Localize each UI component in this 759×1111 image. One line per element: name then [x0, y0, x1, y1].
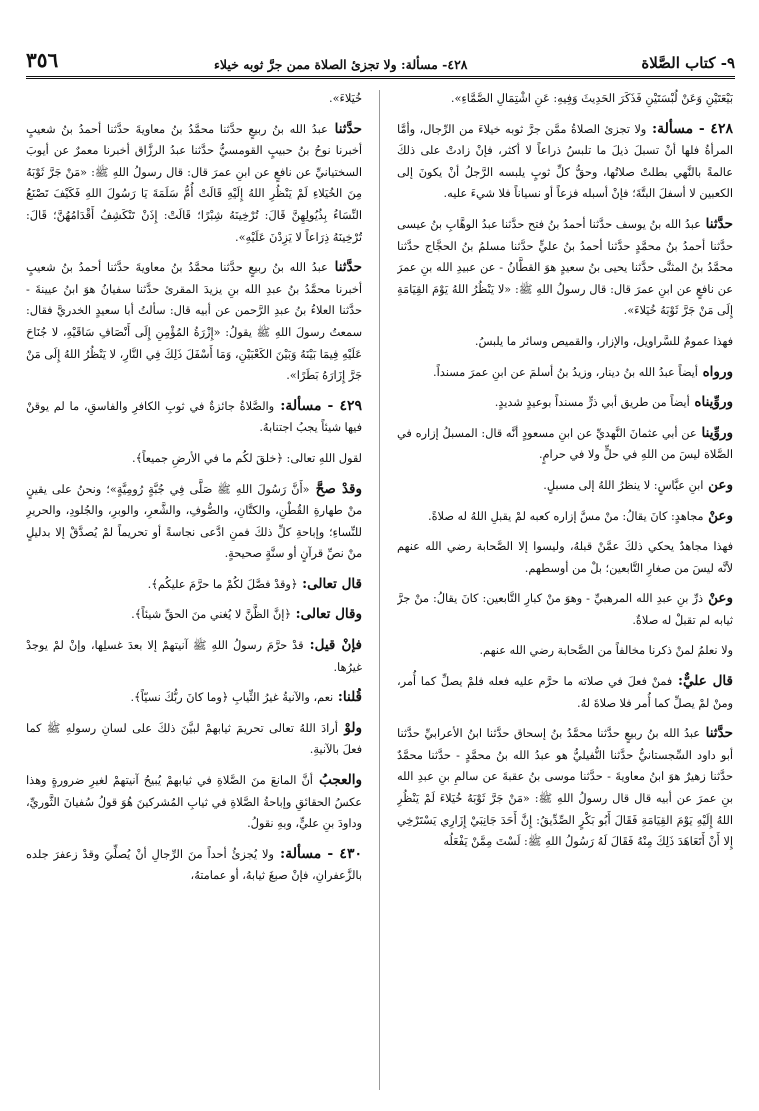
lead-word: وقال تعالى:	[290, 606, 362, 623]
running-title: ٤٢٨- مسألة: ولا تجزئ الصلاة ممن جرَّ ثوبه خيلاء	[214, 57, 468, 72]
paragraph	[26, 687, 362, 709]
lead-word: ولوْ	[337, 719, 362, 736]
paragraph-text: ولا نعلمُ لمنْ ذكرنا مخالفاً من الصَّحابة رضي الله عنهم.	[479, 644, 733, 658]
paragraph	[26, 257, 362, 387]
paragraph-text: عبدُ الله بنُ ربيعٍ حدَّثنا محمَّدُ بنُ معاويةَ حدَّثنا أحمدُ بنُ شعيبٍ أخبرنا نوحُ بنُ حبيبٍ القومسيُّ حدَّثنا عبدُ الرزَّاق أخبرنا معمرٌ عن أيوبَ السختيانيِّ عن نافعٍ عن ابنِ عمرَ قال: قال رسولُ اللهِ ﷺ: «مَنْ جَرَّ ثَوْبَهُ مِنَ الخُيَلاءِ لَمْ يَنْظُرِ اللهُ إِلَيْهِ قَالَتْ أُمُّ سَلَمَةَ يَا رَسُولَ اللهِ فَكَيْفَ تَصْنَعُ النِّسَاءُ بِذُيُولِهِنَّ قَالَ: تُرْخِينَهُ شِبْرًا؛ قَالَتْ: إِذَنْ تَنْكَشِفُ أَقْدَامُهُنَّ؛ قَالَ: تُرْخِينَهُ ذِرَاعاً لا يَزِدْنَ عَلَيْهِ».	[26, 122, 362, 244]
paragraph-text: فمنْ فعلَ في صلاته ما حرَّم عليه فعله فلمْ يصلِّ كما أُمر، ومنْ لمْ يصلِّ كما أُمر فلا صلاةَ لهُ.	[397, 675, 733, 710]
book-title: ٩- كتاب الصَّلاة	[641, 54, 735, 72]
page-number: ٣٥٦	[26, 48, 59, 72]
paragraph	[26, 604, 362, 626]
paragraph	[26, 88, 362, 110]
paragraph	[397, 362, 733, 384]
paragraph	[397, 588, 733, 631]
paragraph-text: خُيَلاءَ».	[329, 92, 362, 105]
paragraph	[397, 640, 733, 662]
paragraph	[397, 214, 733, 322]
paragraph-text: فهذا عمومٌ للسَّراويل، والإزار، والقميص وسائر ما يلبسُ.	[474, 334, 733, 348]
paragraph	[26, 396, 362, 439]
paragraph	[397, 536, 733, 579]
paragraph-text: ابنِ عبَّاسٍ: لا ينظرُ اللهُ إلى مسبلٍ.	[543, 478, 704, 492]
lead-word: قال تعالى:	[297, 575, 362, 592]
paragraph	[26, 119, 362, 249]
paragraph	[397, 475, 733, 497]
lead-word: حدَّثنا	[700, 725, 733, 742]
paragraph-text: أنَّ المانعَ منَ الصَّلاةِ في ثيابهمْ يُبيحُ آنيتهمْ لغيرِ ضرورةٍ وهذا عكسُ الحقائقِ وإباحةُ الصَّلاةِ في ثيابِ المُشركينَ هُوَ قولُ سُفيانَ الثَّوريِّ، وداودَ بنِ عليٍّ، وبهِ نقولُ.	[26, 774, 362, 831]
right-column	[397, 88, 733, 1098]
paragraph	[26, 844, 362, 887]
lead-word: حدَّثنا	[327, 259, 362, 276]
paragraph-text: عن أبي عثمانَ النَّهديِّ عن ابنِ مسعودٍ أنَّه قال: المسبلُ إزاره في الصَّلاة ليسَ من اللهِ في حلٍّ ولا في حرامٍ.	[397, 426, 733, 462]
paragraph	[26, 574, 362, 596]
paragraph-text: ﴿وقدْ فصَّلَ لكُمْ ما حرَّمَ عليكُم﴾.	[147, 577, 298, 591]
page-header	[26, 40, 735, 79]
paragraph-text: عبدُ الله بنُ يوسف حدَّثنا أحمدُ بنُ فتح حدَّثنا عبدُ الوهَّابِ بنُ عيسى حدَّثنا أحمدُ بنُ محمَّدٍ حدَّثنا أحمدُ بنُ عليٍّ حدَّثنا مسلمُ بنُ الحجَّاج حدَّثنا محمَّدُ بنُ المثنَّى حدَّثنا يحيى بنُ سعيدٍ هوَ القطَّانُ - عن عبيدِ الله بنِ عمرَ عن نافعٍ عن ابنِ عمرَ قال: قال رسولُ اللهِ ﷺ: «لا يَنْظُرُ اللهُ يَوْمَ القِيَامَةِ إِلَى مَنْ جَرَّ ثَوْبَهُ خُيَلاءَ».	[397, 217, 733, 318]
lead-word: والعجبُ	[312, 772, 362, 789]
paragraph-text: أيضاً من طريق أبي ذرٍّ مسنداً بوعيدٍ شديدٍ.	[494, 396, 690, 410]
paragraph-text: ﴿إنَّ الظَّنَّ لا يُغني منَ الحقِّ شيئاً﴾.	[131, 608, 291, 622]
paragraph	[397, 119, 733, 205]
lead-word: قُلنا:	[333, 689, 362, 706]
paragraph-text: لقول اللهِ تعالى: ﴿خلقَ لكُم ما في الأرضِ جميعاً﴾.	[132, 451, 362, 465]
paragraph	[26, 448, 362, 470]
lead-word: فإنْ قيل:	[303, 637, 362, 654]
paragraph	[26, 718, 362, 761]
paragraph-text: عبدُ الله بنُ ربيعٍ حدَّثنا محمَّدُ بنُ إسحاق حدَّثنا ابنُ الأعرابيِّ حدَّثنا أبو داود السِّجستانيُّ حدَّثنا النُّفيليُّ هو عبدُ الله بنُ محمَّدٍ - حدَّثنا محمَّدٌ حدَّثنا زهيرٌ هوَ ابنُ معاويةَ - حدَّثنا موسى بنُ عقبةَ عن سالمِ بنِ عبدِ الله بنِ عمرَ عن أبيه قال قال رسولُ اللهِ ﷺ: «مَنْ جَرَّ ثَوْبَهُ خُيَلاءَ لَمْ يَنْظُرِ اللهُ إِلَيْهِ يَوْمَ القِيَامَةِ فَقَالَ أَبُو بَكْرٍ الصِّدِّيقُ: إِنَّ أَحَدَ جَانِبَيْ إِزَارِي يَسْتَرْخِي إِلا أَنْ أَتَعَاهَدَ ذَلِكَ مِنْهُ فَقَالَ لَهُ رَسُولُ اللهِ ﷺ: لَسْتَ مِمَّنْ يَفْعَلُه	[397, 727, 733, 849]
lead-word: حدَّثنا	[700, 215, 733, 232]
paragraph	[397, 88, 733, 110]
paragraph-text: قدْ حرَّمَ رسولُ اللهِ ﷺ آنيتهمْ إلا بعدَ غسلِها، وإنْ لمْ يوجدْ غيرُها.	[26, 639, 362, 674]
lead-word: وروِّينا	[696, 424, 733, 441]
lead-word: حدَّثنا	[327, 120, 362, 137]
paragraph-text: ذرِّ بنِ عبدِ الله المرهبيِّ - وهوَ منْ كبارِ التَّابعين: كانَ يقالُ: منْ جرَّ ثيابه لم تقبلْ له صلاةٌ.	[397, 592, 733, 627]
lead-word: وعنْ	[703, 507, 733, 524]
paragraph-text: أيضاً عبدُ الله بنُ دينار، وزيدُ بنُ أسلمَ عن ابنِ عمرَ مسنداً.	[433, 365, 698, 379]
paragraph-text: أرادَ اللهُ تعالى تحريمَ ثيابهمْ لبيَّنَ ذلكَ على لسانِ رسولهِ ﷺ كما فعلَ بالآنيةِ.	[26, 721, 362, 757]
lead-word: وعنْ	[702, 590, 733, 607]
paragraph	[397, 392, 733, 414]
paragraph-text: بَيْعَتَيْنِ وَعَنْ لُبْسَتَيْنِ فَذَكَرَ الحَدِيثَ وَفِيهِ: عَنِ اشْتِمَالِ الصَّمَّاءِ».	[450, 92, 733, 105]
paragraph-text: والصَّلاةُ جائزةٌ في ثوبِ الكافرِ والفاسقِ، ما لم يوقنْ فيها شيئاً يجبُ اجتنابهُ.	[26, 399, 362, 435]
lead-word: قال عليٌّ:	[672, 673, 733, 690]
paragraph-text: نعم، والآنيةُ غيرُ الثِّيابِ ﴿وما كانَ ربُّكَ نسيّاً﴾.	[130, 691, 334, 705]
paragraph-text: «أَنَّ رَسُولَ اللهِ ﷺ صَلَّى فِي جُبَّةٍ رُومِيَّةٍ»؛ ونحنُ على يقينٍ منْ طهارةِ القُطْنِ، والكتَّانِ، والصُّوفِ، والشَّعرِ، والوبرِ، والجُلودِ، والحريرِ للنِّساءِ؛ وإباحةِ كلِّ ذلكَ فمنِ ادَّعى نجاسةً أو تحريماً لمْ يُصدَّقْ إلا بدليلٍ منْ نصِّ قرآنٍ أو سنَّةٍ صحيحةٍ.	[26, 482, 362, 561]
paragraph-text: ولا يُجزئُ أحداً منَ الرِّجالِ أنْ يُصلِّيَ وقدْ زعفرَ جلده بالزَّعفرانِ، فإنْ صبغَ ثيابهُ، أو عمامتهُ،	[26, 847, 362, 883]
paragraph	[397, 723, 733, 853]
paragraph	[26, 635, 362, 678]
lead-word: وروِّيناه	[689, 394, 733, 411]
column-divider	[379, 90, 380, 1090]
paragraph-text: عبدُ الله بنُ ربيعٍ حدَّثنا محمَّدُ بنُ معاويةَ حدَّثنا أحمدُ بنُ شعيبٍ أخبرنا محمَّدُ بنُ عبدِ الله بنِ يزيدَ المقرئ حدَّثنا سفيانُ هوَ ابنُ عيينةَ - حدَّثنا العلاءُ بنُ عبدِ الرَّحمن عن أبيه قال: سألتُ أبا سعيدٍ الخدريَّ فقال: سمعتُ رسولَ اللهِ ﷺ يقولُ: «إِزْرَةُ المُؤْمِنِ إِلَى أَنْصَافِ سَاقَيْهِ، لا جُنَاحَ عَلَيْهِ فِيمَا بَيْنَهُ وَبَيْنَ الكَعْبَيْنِ، وَمَا أَسْفَلَ ذَلِكَ فِي النَّارِ، لا يَنْظُرُ اللهُ إِلَى مَنْ جَرَّ إِزَارَهُ بَطَرًا».	[26, 261, 362, 383]
paragraph-text: ولا تجزئ الصلاةُ ممَّن جرَّ ثوبه خيلاءَ من الرِّجال، وأمَّا المرأةُ فلها أنْ تسبلَ ذيلَ ما تلبسُ ذراعاً لا أكثر، فإنْ زادتْ على ذلكَ عالمةً بالنَّهي بطلتْ صلاتُها، وحقُّ كلِّ ثوبٍ يلبسه الرَّجلُ أنْ يكونَ إلى الكعبين لا أسفلَ البتَّةَ؛ فإنْ أسبله فزعاً أو نسياناً فلا شيءَ عليه.	[397, 122, 733, 201]
paragraph	[397, 671, 733, 714]
issue-number: ٤٢٩ - مسألة:	[274, 397, 362, 414]
lead-word: وعن	[703, 476, 733, 493]
paragraph	[397, 423, 733, 466]
issue-number: ٤٢٨ - مسألة:	[646, 120, 733, 137]
paragraph	[397, 506, 733, 528]
paragraph	[397, 331, 733, 353]
paragraph-text: فهذا مجاهدٌ يحكي ذلكَ عمَّنْ قبلهُ، وليسوا إلا الصَّحابة رضي الله عنهم لأنَّه ليسَ من صغارِ التَّابعين؛ بلْ من أوسطهم.	[397, 540, 733, 575]
issue-number: ٤٣٠ - مسألة:	[273, 845, 362, 862]
lead-word: وقدْ صحَّ	[309, 480, 362, 497]
paragraph	[26, 770, 362, 835]
paragraph-text: مجاهدٍ: كانَ يقالُ: منْ مسَّ إزاره كعبه لمْ يقبلِ اللهُ له صلاةً.	[428, 509, 704, 523]
left-column	[26, 88, 362, 1098]
lead-word: ورواه	[697, 363, 733, 380]
paragraph	[26, 479, 362, 565]
